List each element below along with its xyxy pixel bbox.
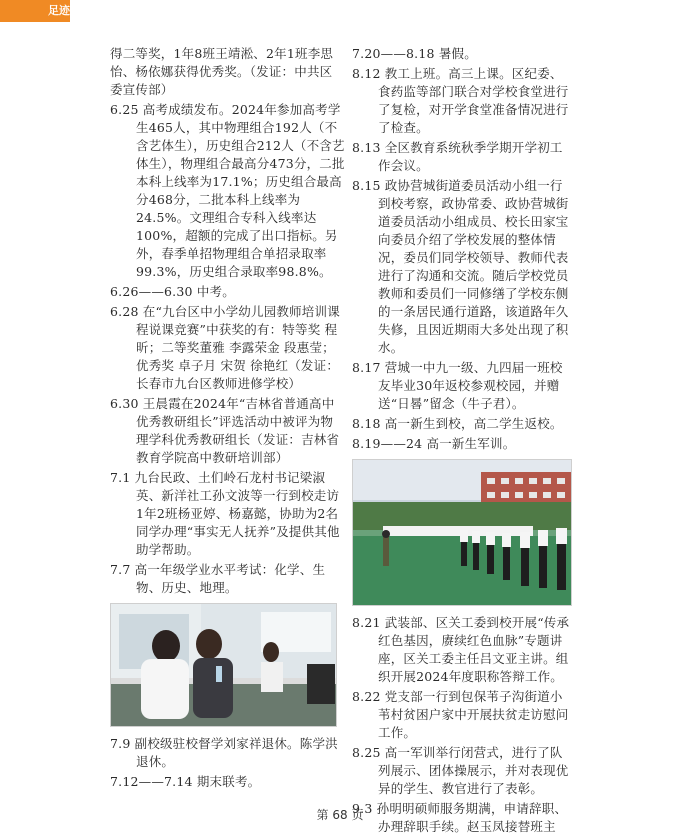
- section-header: 足迹 ZUJI: [0, 0, 70, 22]
- entry-0825: 8.25 高一军训举行闭营式，进行了队列展示、团体操展示，并对表现优异的学生、教官进行了表彰。: [352, 745, 569, 796]
- entry-0712: 7.12——7.14 期末联考。: [110, 774, 261, 789]
- entry-0628: 6.28 在“九台区中小学幼儿园教师培训课程说课竞赛”中获奖的有：特等奖 程昕；二等奖董雅 李露荣金 段惠莹；优秀奖 卓子月 宋贺 徐艳红（发证：长春市九台区教师进修学校）: [110, 304, 340, 391]
- entry-0903: 9.3 孙明明硕师服务期满，申请辞职、办理辞职手续。赵玉凤接替班主: [352, 801, 568, 834]
- entry-0625: 6.25 高考成绩发布。2024年参加高考学生465人，其中物理组合192人（不含艺体生），历史组合212人（不含艺体生），物理组合最高分473分，二批本科上线率为17.1%；历史组合最高分468分，二批本科上线率为24.5%。文理组合专科入线率达100%，超额的完成了出口指标。另外，春季单招物理组合单招录取率99.3%，历史组合录取率98.8%。: [110, 102, 345, 279]
- entry-0821: 8.21 武装部、区关工委到校开展“传承红色基因，赓续红色血脉”专题讲座，区关工委主任吕文亚主讲。组织开展2024年度职称答辩工作。: [352, 615, 570, 684]
- entry-0813: 8.13 全区教育系统秋季学期开学初工作会议。: [352, 140, 563, 173]
- continuation-text: 得二等奖，1年8班王靖淞、2年1班李思怡、杨依娜获得优秀奖。（发证：中共区委宣传部）: [110, 46, 334, 97]
- right-column: [352, 45, 574, 838]
- entry-0817: 8.17 营城一中九一级、九四届一班校友毕业30年返校参观校园，并赠送“日晷”留念（牛子君）。: [352, 360, 563, 411]
- page-number: 第 68 页: [316, 808, 364, 822]
- entry-0709: 7.9 副校级驻校督学刘家祥退休。陈学洪退休。: [110, 736, 338, 769]
- entry-0630: 6.30 王晨霞在2024年“吉林省普通高中优秀教研组长”评选活动中被评为物理学科优秀教研组长（发证：吉林省教育学院高中教研培训部）: [110, 396, 340, 465]
- entry-0819: 8.19——24 高一新生军训。: [352, 436, 516, 451]
- entry-0720: 7.20——8.18 暑假。: [352, 46, 477, 61]
- entry-0815: 8.15 政协营城街道委员活动小组一行到校考察，政协常委、政协营城街道委员活动小组成员、校长田家宝向委员介绍了学校发展的整体情况，委员们同学校领导、教师代表进行了沟通和交流。随后学校党员教师和委员们一同修缮了学校东侧的一条居民通行道路，该道路年久失修，且因近期雨大多处出现了积水。: [352, 178, 569, 355]
- left-column: [110, 45, 345, 793]
- entry-0818: 8.18 高一新生到校，高二学生返校。: [352, 416, 563, 431]
- entry-0822: 8.22 党支部一行到包保苇子沟街道小苇村贫困户家中开展扶贫走访慰问工作。: [352, 689, 569, 740]
- entry-0707: 7.7 高一年级学业水平考试：化学、生物、历史、地理。: [110, 562, 326, 595]
- entry-0701: 7.1 九台民政、土们岭石龙村书记梁淑英、新洋社工孙文波等一行到校走访1年2班杨亚婷、杨嘉懿，协助为2名同学办理“事实无人抚养”及提供其他助学帮助。: [110, 470, 340, 557]
- military-training-photo: [352, 459, 572, 606]
- entry-0626: 6.26——6.30 中考。: [110, 284, 235, 299]
- lab-experiment-photo: [110, 603, 337, 727]
- entry-0812: 8.12 教工上班。高三上课。区纪委、食药监等部门联合对学校食堂进行了复检，对开学食堂准备情况进行了检查。: [352, 66, 569, 135]
